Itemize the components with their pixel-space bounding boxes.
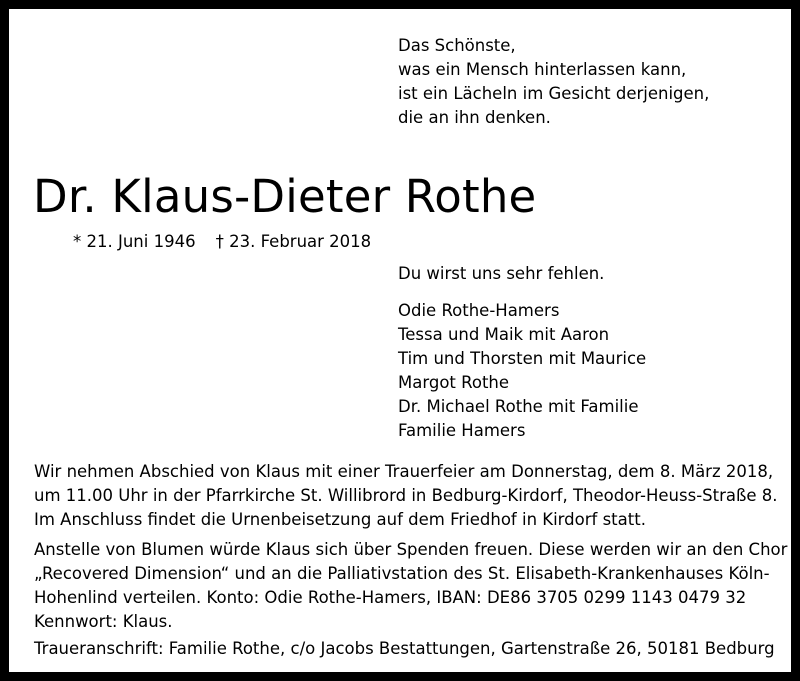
ceremony-paragraph: [34, 460, 778, 532]
donations-line: Anstelle von Blumen würde Klaus sich über Spenden freuen. Diese werden wir an den Chor: [34, 540, 788, 559]
mourner-name: Dr. Michael Rothe mit Familie: [398, 397, 639, 416]
poem-line: Das Schönste,: [398, 36, 516, 55]
mourner-name: Tim und Thorsten mit Maurice: [398, 349, 647, 368]
poem-line: was ein Mensch hinterlassen kann,: [398, 60, 687, 79]
deceased-name: Dr. Klaus-Dieter Rothe: [33, 170, 537, 223]
poem-quote: [398, 34, 709, 130]
ceremony-line: Im Anschluss findet die Urnenbeisetzung auf dem Friedhof in Kirdorf statt.: [34, 510, 646, 529]
mourner-name: Tessa und Maik mit Aaron: [398, 325, 610, 344]
birth-date: * 21. Juni 1946: [73, 232, 196, 251]
ceremony-line: um 11.00 Uhr in der Pfarrkirche St. Willibrord in Bedburg-Kirdorf, Theodor-Heuss-Straße 8.: [34, 486, 778, 505]
mourner-name: Familie Hamers: [398, 421, 526, 440]
obituary-notice: [9, 9, 791, 672]
mourner-name: Odie Rothe-Hamers: [398, 301, 560, 320]
donations-line: Hohenlind verteilen. Konto: Odie Rothe-Hamers, IBAN: DE86 3705 0299 1143 0479 32: [34, 588, 747, 607]
closing-line: Du wirst uns sehr fehlen.: [398, 264, 605, 283]
donations-paragraph: [34, 538, 787, 634]
mourner-name: Margot Rothe: [398, 373, 510, 392]
mourners-list: [398, 299, 646, 443]
death-date: † 23. Februar 2018: [215, 232, 372, 251]
donations-line: „Recovered Dimension“ und an die Palliativstation des St. Elisabeth-Krankenhauses Köln-: [34, 564, 770, 583]
poem-line: ist ein Lächeln im Gesicht derjenigen,: [398, 84, 710, 103]
life-dates: [73, 231, 371, 253]
poem-line: die an ihn denken.: [398, 108, 551, 127]
ceremony-line: Wir nehmen Abschied von Klaus mit einer Trauerfeier am Donnerstag, dem 8. März 2018,: [34, 462, 774, 481]
donations-line: Kennwort: Klaus.: [34, 612, 173, 631]
mourning-address: Traueranschrift: Familie Rothe, c/o Jacobs Bestattungen, Gartenstraße 26, 50181 Bedburg: [34, 639, 775, 658]
